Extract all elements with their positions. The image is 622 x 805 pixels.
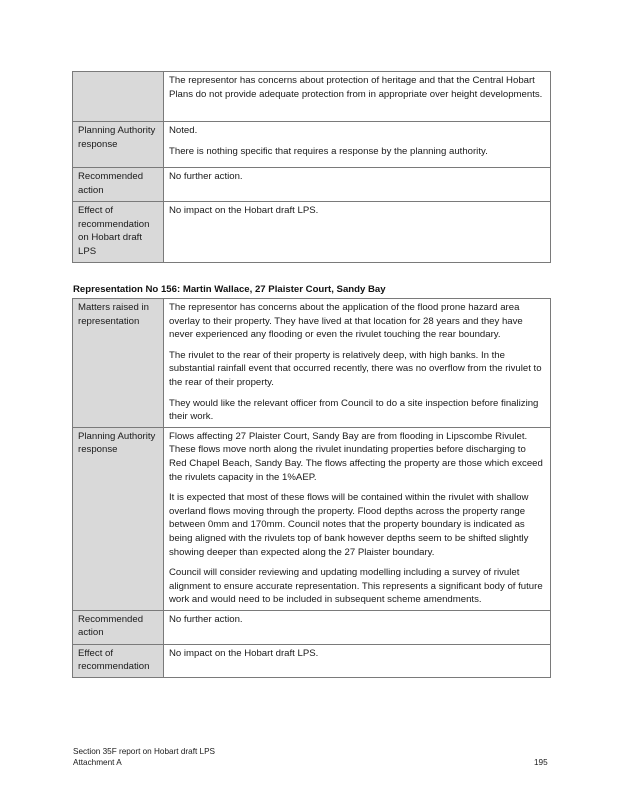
row-value-cell (164, 122, 551, 168)
action-paragraph: No further action. (169, 613, 243, 625)
page-number: 195 (534, 758, 548, 767)
row-label-cell: Effect of recommendation on Hobart draft LPS (73, 202, 164, 263)
table-row (73, 122, 551, 168)
response-paragraph: Noted. (169, 125, 198, 136)
row-value-cell (164, 610, 551, 644)
table-row (73, 644, 551, 677)
row-label-cell: Planning Authority response (73, 122, 164, 168)
row-label-cell: Recommended action (73, 168, 164, 202)
row-label-cell: Recommended action (73, 610, 164, 644)
table-row (73, 168, 551, 202)
row-value-cell (164, 427, 551, 610)
representation-heading: Representation No 156: Martin Wallace, 27 Plaister Court, Sandy Bay (73, 284, 386, 295)
matters-paragraph: The rivulet to the rear of their property is relatively deep, with high banks. In the substantial rainfall event that occurred recently, there was no overflow from the rivulet to the rear of their property. (169, 349, 542, 388)
matters-paragraph: They would like the relevant officer from Council to do a site inspection before finalizing their work. (169, 397, 539, 423)
table-row (73, 427, 551, 610)
response-paragraph: It is expected that most of these flows will be contained within the rivulet with shallow overland flows moving through the property. Flood depths across the property range between 0mm and 170mm. Council notes that the property boundary is indicated as being aligned with the rivulets top of bank however depths seem to be shifted slightly showing deeper than expected along the 27 Plaister boundary. (169, 492, 529, 558)
matters-paragraph: The representor has concerns about protection of heritage and that the Central Hobart Plans do not provide adequate protection from in appropriate over height developments. (169, 75, 543, 100)
row-value-cell (164, 72, 551, 122)
row-value-cell (164, 299, 551, 428)
row-value-cell (164, 202, 551, 263)
table-row (73, 72, 551, 122)
row-value-cell (164, 644, 551, 677)
row-label-cell: Planning Authority response (73, 427, 164, 610)
response-paragraph: Council will consider reviewing and updating modelling including a survey of rivulet alignment to ensure accurate representation. This represents a significant body of future work and would need to be included in subsequent scheme amendments. (169, 567, 543, 606)
effect-paragraph: No impact on the Hobart draft LPS. (169, 647, 319, 659)
table-row (73, 202, 551, 263)
matters-paragraph: The representor has concerns about the application of the flood prone hazard area overlay to their property. They have lived at that location for 28 years and they have never experienced any flooding or even the rivulet touching the rear boundary. (169, 302, 523, 341)
row-label-cell: Matters raised in representation (73, 299, 164, 428)
table-row (73, 610, 551, 644)
action-paragraph: No further action. (169, 171, 243, 182)
row-value-cell (164, 168, 551, 202)
response-paragraph: Flows affecting 27 Plaister Court, Sandy Bay are from flooding in Lipscombe Rivulet. These flows move north along the rivulet inundating properties before discharging to Red Chapel Beach, Sandy Bay. The flows affecting the property are those which exceed the rivulets capacity in the 1%AEP. (169, 430, 543, 483)
response-paragraph: There is nothing specific that requires a response by the planning authority. (169, 145, 488, 157)
effect-paragraph: No impact on the Hobart draft LPS. (169, 205, 319, 216)
table-row (73, 299, 551, 428)
footer-report-title: Section 35F report on Hobart draft LPS (73, 747, 215, 756)
row-label-cell (73, 72, 164, 122)
row-label-cell: Effect of recommendation (73, 644, 164, 677)
representation-156-table (72, 298, 551, 678)
page-footer (73, 746, 215, 768)
representation-155-table (72, 71, 551, 263)
footer-attachment-label: Attachment A (73, 758, 122, 767)
